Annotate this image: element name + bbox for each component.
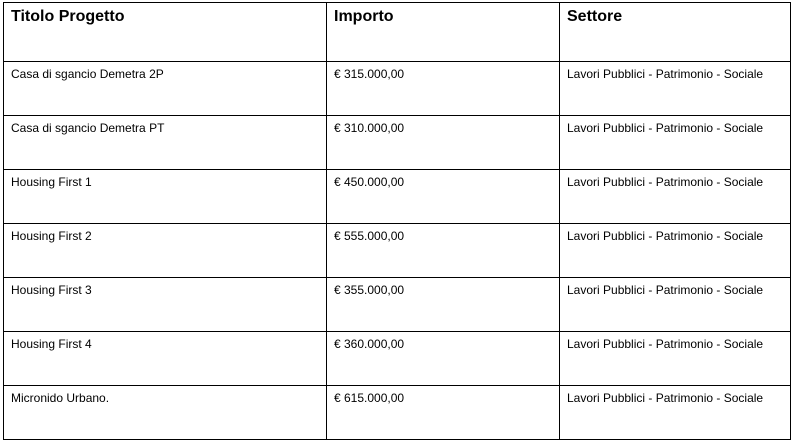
cell-titolo: Casa di sgancio Demetra PT xyxy=(4,116,327,170)
cell-importo: € 355.000,00 xyxy=(327,278,560,332)
header-row xyxy=(4,3,791,62)
table-row xyxy=(4,386,791,440)
table-body xyxy=(4,62,791,440)
table-row xyxy=(4,62,791,116)
projects-table xyxy=(3,2,791,440)
header-importo: Importo xyxy=(327,3,560,62)
table-row xyxy=(4,116,791,170)
cell-importo: € 315.000,00 xyxy=(327,62,560,116)
cell-settore: Lavori Pubblici - Patrimonio - Sociale xyxy=(560,224,791,278)
cell-titolo: Housing First 3 xyxy=(4,278,327,332)
cell-titolo: Casa di sgancio Demetra 2P xyxy=(4,62,327,116)
table-row xyxy=(4,278,791,332)
header-titolo-progetto: Titolo Progetto xyxy=(4,3,327,62)
cell-settore: Lavori Pubblici - Patrimonio - Sociale xyxy=(560,386,791,440)
table-row xyxy=(4,224,791,278)
cell-importo: € 555.000,00 xyxy=(327,224,560,278)
cell-importo: € 615.000,00 xyxy=(327,386,560,440)
cell-settore: Lavori Pubblici - Patrimonio - Sociale xyxy=(560,278,791,332)
cell-settore: Lavori Pubblici - Patrimonio - Sociale xyxy=(560,332,791,386)
table-header xyxy=(4,3,791,62)
cell-importo: € 310.000,00 xyxy=(327,116,560,170)
table-row xyxy=(4,332,791,386)
cell-titolo: Housing First 1 xyxy=(4,170,327,224)
cell-importo: € 360.000,00 xyxy=(327,332,560,386)
cell-titolo: Housing First 4 xyxy=(4,332,327,386)
cell-settore: Lavori Pubblici - Patrimonio - Sociale xyxy=(560,116,791,170)
cell-titolo: Housing First 2 xyxy=(4,224,327,278)
header-settore: Settore xyxy=(560,3,791,62)
cell-titolo: Micronido Urbano. xyxy=(4,386,327,440)
cell-settore: Lavori Pubblici - Patrimonio - Sociale xyxy=(560,170,791,224)
cell-importo: € 450.000,00 xyxy=(327,170,560,224)
table-row xyxy=(4,170,791,224)
cell-settore: Lavori Pubblici - Patrimonio - Sociale xyxy=(560,62,791,116)
